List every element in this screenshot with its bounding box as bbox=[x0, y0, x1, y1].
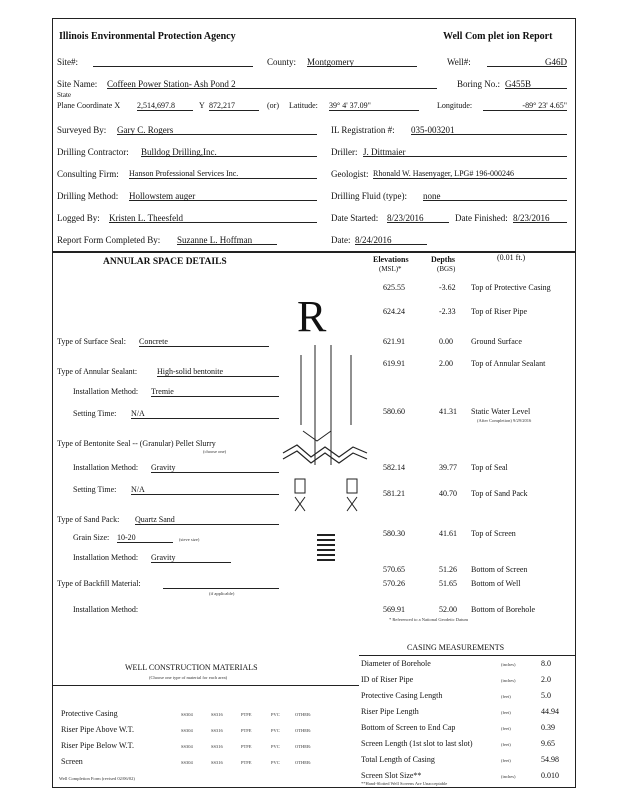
material-option[interactable]: PVC bbox=[271, 712, 280, 717]
drilling-contractor-field[interactable]: Bulldog Drilling,Inc. bbox=[141, 147, 317, 157]
form-footer: Well Completion Form (revised 02/06/02) bbox=[59, 776, 135, 781]
water-level-marker bbox=[303, 431, 331, 441]
well-diagram bbox=[281, 285, 373, 615]
casing-unit: (feet) bbox=[501, 742, 511, 747]
setting-time-field[interactable]: N/A bbox=[131, 409, 279, 419]
casing-value[interactable]: 8.0 bbox=[541, 659, 551, 668]
material-option[interactable]: OTHER: bbox=[295, 728, 312, 733]
material-option[interactable]: OTHER: bbox=[295, 712, 312, 717]
material-option[interactable]: SS316 bbox=[211, 728, 223, 733]
row-desc: Top of Annular Sealant bbox=[471, 359, 546, 368]
report-completed-label: Report Form Completed By: bbox=[57, 235, 161, 245]
casing-rule bbox=[359, 655, 575, 656]
plane-x-field[interactable]: 2,514,697.8 bbox=[137, 101, 193, 111]
row-desc: Top of Sand Pack bbox=[471, 489, 528, 498]
drilling-method-label: Drilling Method: bbox=[57, 191, 119, 201]
row-depth: 40.70 bbox=[439, 489, 457, 498]
geologist-label: Geologist: bbox=[331, 169, 369, 179]
row-desc: Top of Protective Casing bbox=[471, 283, 551, 292]
material-option[interactable]: SS304 bbox=[181, 728, 193, 733]
datum-footnote: * Referenced to a National Geodetic Datum bbox=[389, 617, 468, 622]
row-desc: Top of Screen bbox=[471, 529, 516, 538]
casing-value[interactable]: 0.39 bbox=[541, 723, 555, 732]
material-row-label: Riser Pipe Below W.T. bbox=[61, 741, 134, 750]
annular-title: ANNULAR SPACE DETAILS bbox=[103, 257, 227, 267]
row-desc: Bottom of Well bbox=[471, 579, 521, 588]
static-water-note: (After Completion) 9/29/2016 bbox=[477, 418, 532, 423]
depth-header: Depths bbox=[431, 255, 456, 264]
boring-field[interactable]: G455B bbox=[505, 79, 567, 89]
site-num-field[interactable] bbox=[93, 57, 253, 67]
plane-y-label: Y bbox=[199, 101, 205, 110]
row-desc: Ground Surface bbox=[471, 337, 522, 346]
county-label: County: bbox=[267, 57, 297, 67]
row-desc: Bottom of Borehole bbox=[471, 605, 535, 614]
row-elev: 580.30 bbox=[383, 529, 405, 538]
bent-install-label: Installation Method: bbox=[73, 463, 139, 472]
material-row-label: Riser Pipe Above W.T. bbox=[61, 725, 134, 734]
sand-install-field[interactable]: Gravity bbox=[151, 553, 231, 563]
date-finished-label: Date Finished: bbox=[455, 213, 508, 223]
form-page bbox=[52, 18, 576, 788]
row-desc: Top of Riser Pipe bbox=[471, 307, 528, 316]
depth-unit: (BGS) bbox=[437, 265, 456, 273]
casing-value[interactable]: 54.98 bbox=[541, 755, 559, 764]
casing-label: Diameter of Borehole bbox=[361, 659, 431, 668]
logged-by-label: Logged By: bbox=[57, 213, 100, 223]
casing-label: Screen Length (1st slot to last slot) bbox=[361, 739, 473, 748]
row-depth: 51.26 bbox=[439, 565, 457, 574]
sand-pack-label: Type of Sand Pack: bbox=[57, 515, 120, 524]
agency-title: Illinois Environmental Protection Agency bbox=[59, 31, 236, 42]
row-depth: -2.33 bbox=[439, 307, 456, 316]
row-elev: 624.24 bbox=[383, 307, 405, 316]
bentonite-seal-label: Type of Bentonite Seal -- (Granular) Pellet Slurry bbox=[57, 439, 216, 448]
casing-label: Riser Pipe Length bbox=[361, 707, 419, 716]
row-depth: 41.61 bbox=[439, 529, 457, 538]
backfill-label: Type of Backfill Material: bbox=[57, 579, 141, 588]
materials-rule bbox=[53, 685, 359, 686]
row-elev: 570.26 bbox=[383, 579, 405, 588]
plane-coord-label: Plane Coordinate X bbox=[57, 101, 121, 110]
site-name-field[interactable]: Coffeen Power Station- Ash Pond 2 bbox=[107, 79, 437, 89]
casing-unit: (inches) bbox=[501, 662, 516, 667]
material-option[interactable]: SS304 bbox=[181, 744, 193, 749]
material-option[interactable]: SS316 bbox=[211, 760, 223, 765]
material-option[interactable]: PVC bbox=[271, 744, 280, 749]
sand-pack-field[interactable]: Quartz Sand bbox=[135, 515, 279, 525]
annular-sealant-label: Type of Annular Sealant: bbox=[57, 367, 138, 376]
material-option[interactable]: PTFE bbox=[241, 728, 252, 733]
date-started-field[interactable]: 8/23/2016 bbox=[387, 213, 449, 223]
latitude-label: Latitude: bbox=[289, 101, 318, 110]
drilling-fluid-label: Drilling Fluid (type): bbox=[331, 191, 407, 201]
setting-time-label: Setting Time: bbox=[73, 409, 117, 418]
row-depth: 51.65 bbox=[439, 579, 457, 588]
casing-title: CASING MEASUREMENTS bbox=[407, 643, 505, 652]
row-elev: 581.21 bbox=[383, 489, 405, 498]
consulting-firm-field[interactable]: Hanson Professional Services Inc. bbox=[129, 169, 317, 179]
material-option[interactable]: SS304 bbox=[181, 760, 193, 765]
backfill-install-label: Installation Method: bbox=[73, 605, 139, 614]
bentonite-seal-note: (choose one) bbox=[203, 449, 227, 454]
row-depth: 52.00 bbox=[439, 605, 457, 614]
materials-subtitle: (Choose one type of material for each area) bbox=[149, 675, 228, 680]
material-option[interactable]: OTHER: bbox=[295, 744, 312, 749]
casing-value[interactable]: 5.0 bbox=[541, 691, 551, 700]
install-method-field[interactable]: Tremie bbox=[151, 387, 279, 397]
row-depth: 39.77 bbox=[439, 463, 457, 472]
protective-casing-symbol: R bbox=[297, 292, 327, 341]
casing-label: Bottom of Screen to End Cap bbox=[361, 723, 456, 732]
material-option[interactable]: SS304 bbox=[181, 712, 193, 717]
annular-sealant-field[interactable]: High-solid bentonite bbox=[157, 367, 279, 377]
row-elev: 619.91 bbox=[383, 359, 405, 368]
drilling-contractor-label: Drilling Contractor: bbox=[57, 147, 129, 157]
geologist-field[interactable]: Rhonald W. Hasenyager, LPG# 196-000246 bbox=[373, 169, 567, 179]
il-reg-field[interactable]: 035-003201 bbox=[411, 125, 567, 135]
row-elev: 569.91 bbox=[383, 605, 405, 614]
well-num-field[interactable]: G46D bbox=[487, 57, 567, 67]
grain-size-note: (sieve size) bbox=[179, 537, 200, 542]
row-depth: 0.00 bbox=[439, 337, 453, 346]
consulting-firm-label: Consulting Firm: bbox=[57, 169, 119, 179]
date-finished-field[interactable]: 8/23/2016 bbox=[513, 213, 567, 223]
backfill-field[interactable] bbox=[163, 579, 279, 589]
sandpack-marker-left bbox=[295, 497, 305, 511]
precision-note: (0.01 ft.) bbox=[497, 253, 526, 262]
material-option[interactable]: PVC bbox=[271, 760, 280, 765]
casing-unit: (inches) bbox=[501, 774, 516, 779]
casing-value[interactable]: 44.94 bbox=[541, 707, 559, 716]
drilling-method-field[interactable]: Hollowstem auger bbox=[129, 191, 317, 201]
elev-unit: (MSL)* bbox=[379, 265, 402, 273]
material-option[interactable]: PTFE bbox=[241, 712, 252, 717]
casing-label: Screen Slot Size** bbox=[361, 771, 422, 780]
date-started-label: Date Started: bbox=[331, 213, 379, 223]
date-field[interactable]: 8/24/2016 bbox=[355, 235, 427, 245]
casing-unit: (inches) bbox=[501, 678, 516, 683]
sand-install-label: Installation Method: bbox=[73, 553, 139, 562]
material-option[interactable]: OTHER: bbox=[295, 760, 312, 765]
casing-footnote: **Hand-Slotted Well Screens Are Unacceptable bbox=[361, 781, 448, 786]
row-depth: -3.62 bbox=[439, 283, 456, 292]
grain-size-field[interactable]: 10-20 bbox=[117, 533, 173, 543]
material-option[interactable]: PTFE bbox=[241, 760, 252, 765]
row-elev: 625.55 bbox=[383, 283, 405, 292]
report-completed-field[interactable]: Suzanne L. Hoffman bbox=[177, 235, 277, 245]
date-label: Date: bbox=[331, 235, 351, 245]
driller-field[interactable]: J. Dittmaier bbox=[363, 147, 567, 157]
casing-unit: (feet) bbox=[501, 758, 511, 763]
material-option[interactable]: PVC bbox=[271, 728, 280, 733]
bent-setting-field[interactable]: N/A bbox=[131, 485, 279, 495]
surveyed-by-field[interactable]: Gary C. Rogers bbox=[117, 125, 317, 135]
seal-marker-right bbox=[347, 479, 357, 493]
county-field[interactable]: Montgomery bbox=[307, 57, 417, 67]
or-label: (or) bbox=[267, 101, 279, 110]
casing-value[interactable]: 0.010 bbox=[541, 771, 559, 780]
longitude-label: Longitude: bbox=[437, 101, 473, 110]
row-desc: Bottom of Screen bbox=[471, 565, 528, 574]
site-name-label: Site Name: bbox=[57, 79, 98, 89]
well-num-label: Well#: bbox=[447, 57, 471, 67]
row-depth: 41.31 bbox=[439, 407, 457, 416]
material-option[interactable]: PTFE bbox=[241, 744, 252, 749]
casing-value[interactable]: 2.0 bbox=[541, 675, 551, 684]
row-depth: 2.00 bbox=[439, 359, 453, 368]
boring-label: Boring No.: bbox=[457, 79, 501, 89]
surface-seal-label: Type of Surface Seal: bbox=[57, 337, 126, 346]
row-elev: 570.65 bbox=[383, 565, 405, 574]
casing-unit: (feet) bbox=[501, 694, 511, 699]
screen-slots bbox=[317, 535, 335, 560]
bent-install-field[interactable]: Gravity bbox=[151, 463, 279, 473]
plane-y-field[interactable]: 872,217 bbox=[209, 101, 259, 111]
site-num-label: Site#: bbox=[57, 57, 79, 67]
bent-setting-label: Setting Time: bbox=[73, 485, 117, 494]
material-option[interactable]: SS316 bbox=[211, 712, 223, 717]
casing-value[interactable]: 9.65 bbox=[541, 739, 555, 748]
sandpack-marker-right bbox=[347, 497, 357, 511]
drilling-fluid-field[interactable]: none bbox=[423, 191, 567, 201]
row-desc: Static Water Level bbox=[471, 407, 531, 416]
material-option[interactable]: SS316 bbox=[211, 744, 223, 749]
backfill-note: (if applicable) bbox=[209, 591, 235, 596]
row-elev: 582.14 bbox=[383, 463, 405, 472]
surface-seal-field[interactable]: Concrete bbox=[139, 337, 269, 347]
materials-title: WELL CONSTRUCTION MATERIALS bbox=[125, 663, 258, 672]
material-row-label: Screen bbox=[61, 757, 83, 766]
row-desc: Top of Seal bbox=[471, 463, 508, 472]
surveyed-by-label: Surveyed By: bbox=[57, 125, 107, 135]
driller-label: Driller: bbox=[331, 147, 358, 157]
casing-label: Total Length of Casing bbox=[361, 755, 435, 764]
casing-label: ID of Riser Pipe bbox=[361, 675, 414, 684]
row-elev: 621.91 bbox=[383, 337, 405, 346]
latitude-field[interactable]: 39° 4' 37.09" bbox=[329, 101, 419, 111]
il-reg-label: IL Registration #: bbox=[331, 125, 395, 135]
grain-size-label: Grain Size: bbox=[73, 533, 110, 542]
logged-by-field[interactable]: Kristen L. Theesfeld bbox=[109, 213, 317, 223]
state-label: State bbox=[57, 91, 71, 99]
install-method-label: Installation Method: bbox=[73, 387, 139, 396]
row-elev: 580.60 bbox=[383, 407, 405, 416]
casing-unit: (feet) bbox=[501, 726, 511, 731]
casing-label: Protective Casing Length bbox=[361, 691, 443, 700]
seal-break-line bbox=[283, 445, 367, 457]
seal-break-line-2 bbox=[283, 451, 367, 463]
longitude-field[interactable]: -89° 23' 4.65" bbox=[483, 101, 567, 111]
seal-marker-left bbox=[295, 479, 305, 493]
report-title: Well Com plet ion Report bbox=[443, 31, 553, 42]
casing-unit: (feet) bbox=[501, 710, 511, 715]
elev-header: Elevations bbox=[373, 255, 409, 264]
material-row-label: Protective Casing bbox=[61, 709, 118, 718]
